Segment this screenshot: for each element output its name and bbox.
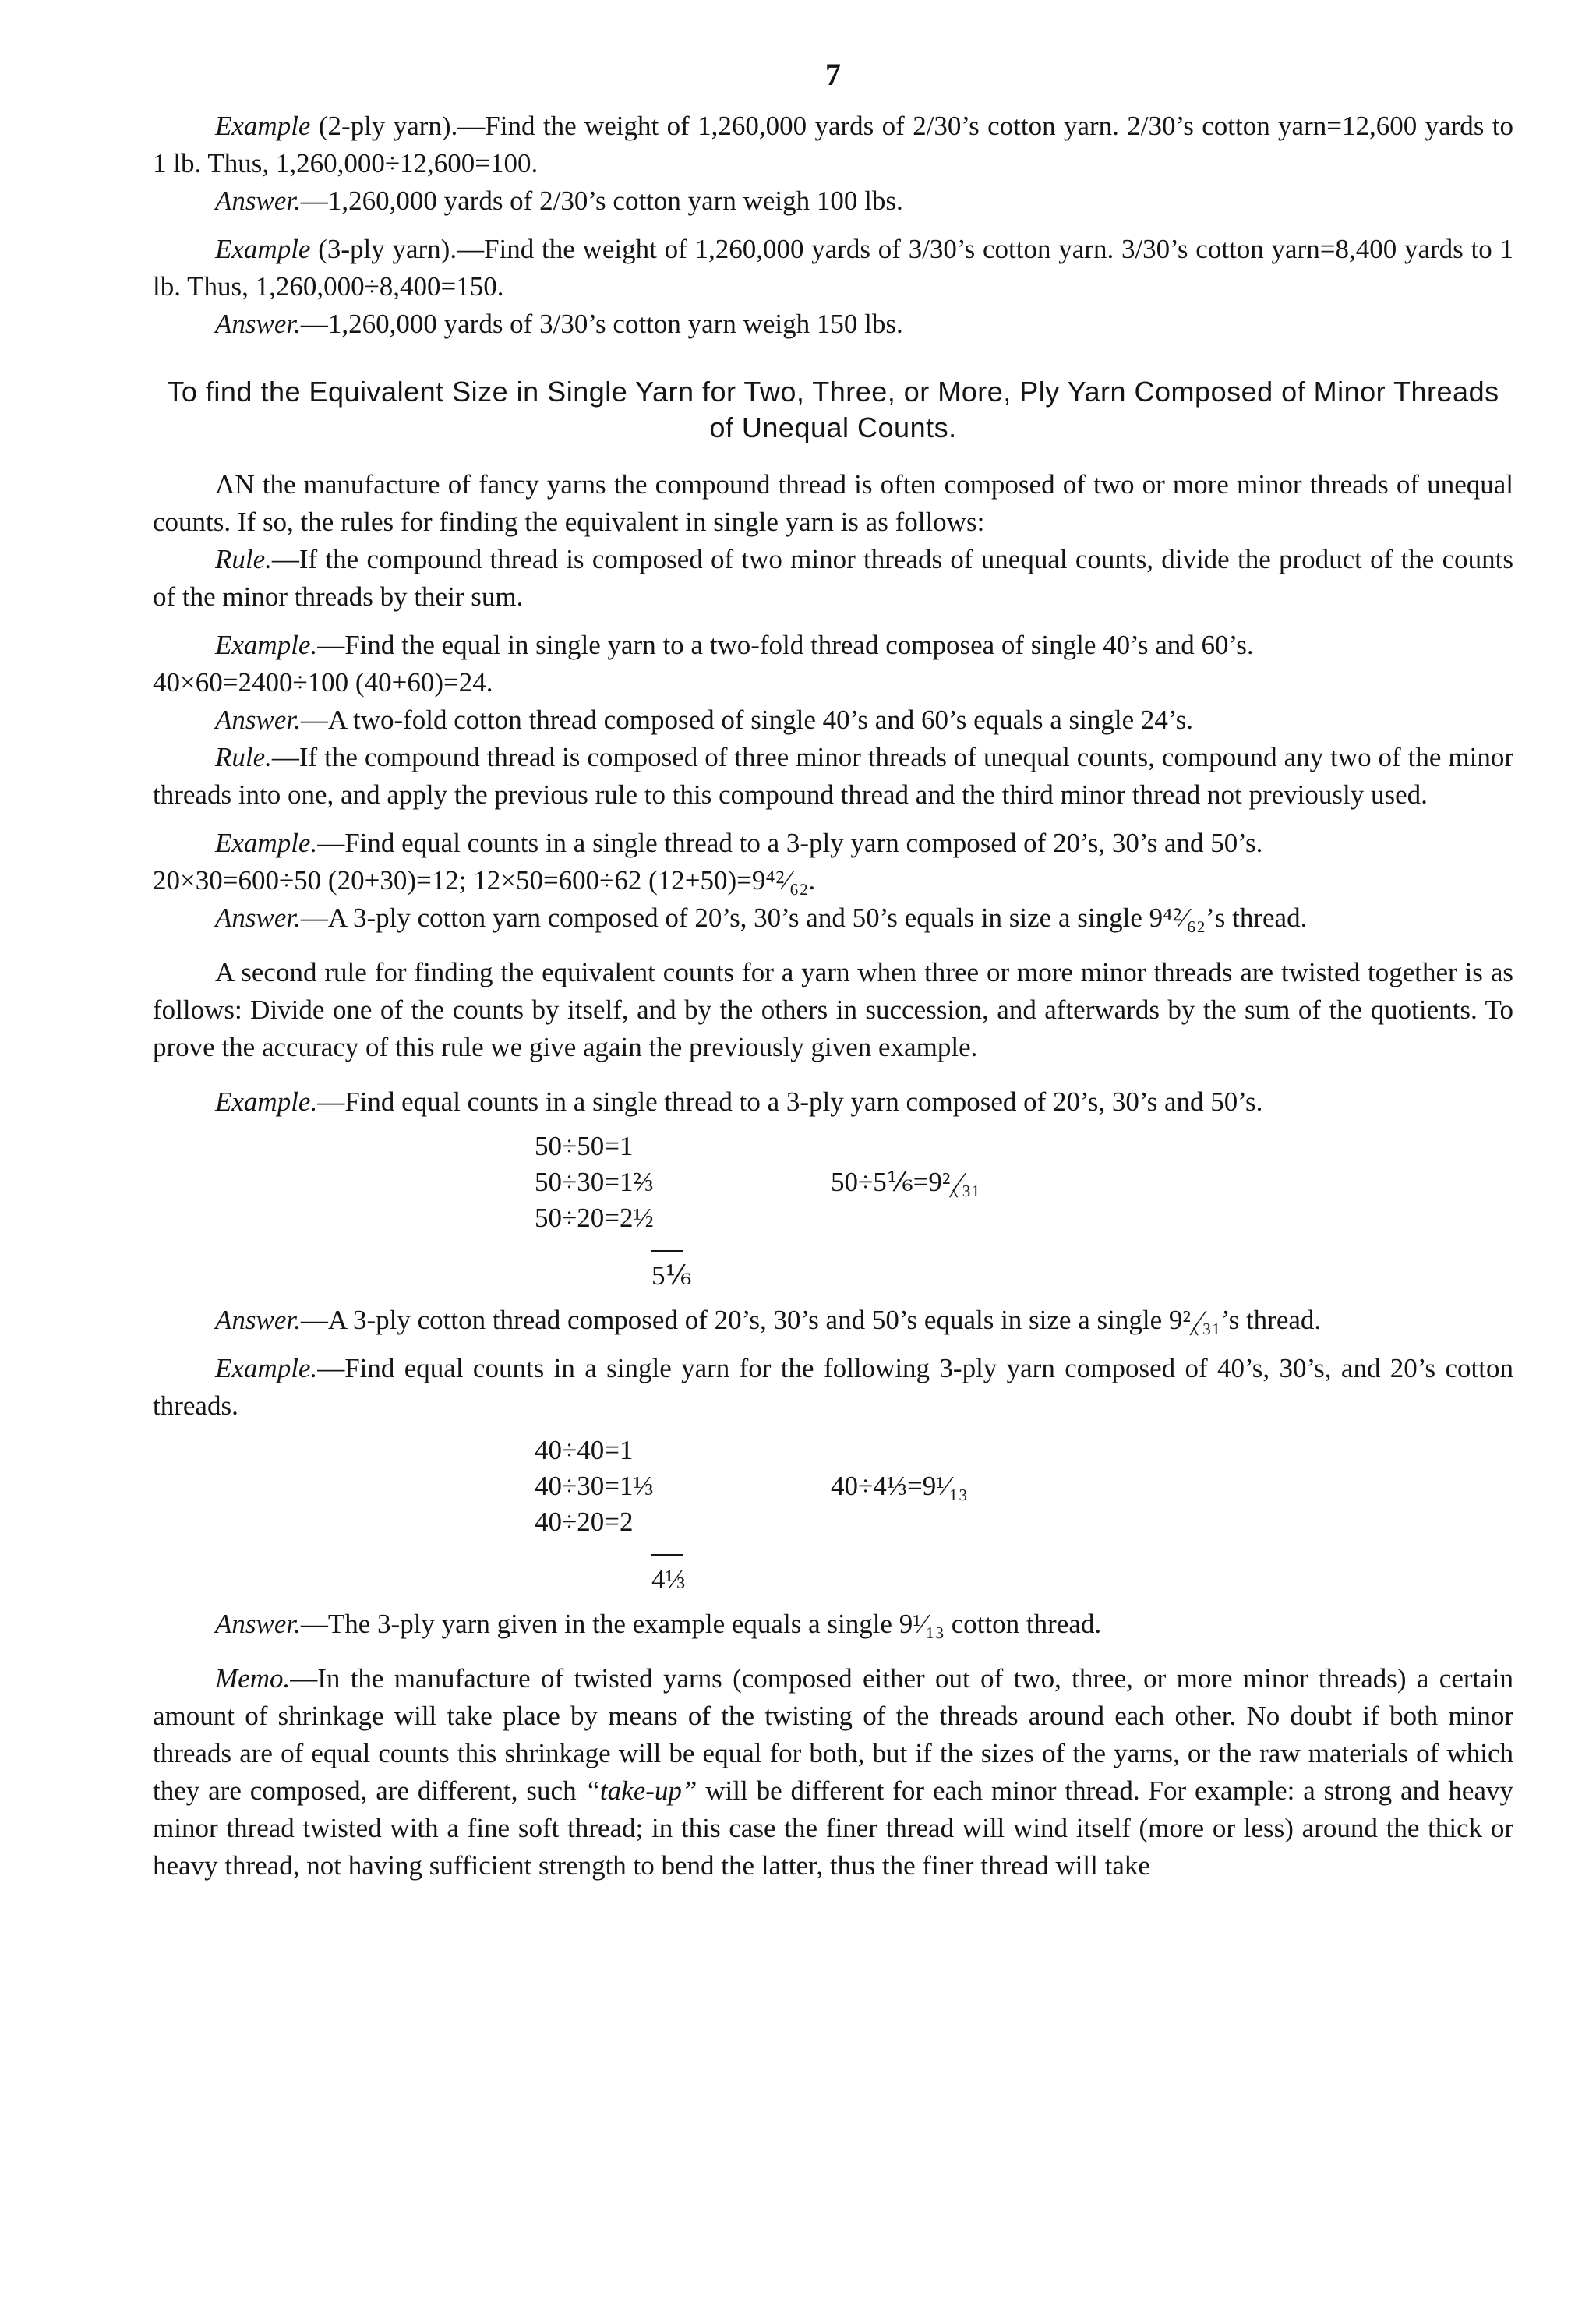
rule-two-threads — [153, 541, 1513, 616]
example-label: Example. — [215, 1086, 318, 1117]
memo-text-continued: will be different for each minor thread. For example: a strong and heavy minor thread twisted with a fine soft thread; in this case the finer thread will wind itself (more or less) around the thick or heavy thread, not having sufficient strength to bend the latter, thus the finer thread will take — [153, 1775, 1513, 1881]
example-label: Example — [215, 234, 311, 264]
sum-rule — [651, 1250, 683, 1252]
answer-3ply-second — [153, 1302, 1513, 1339]
sum-rule — [651, 1554, 683, 1556]
answer-label: Answer. — [215, 1609, 301, 1639]
document-page — [153, 56, 1513, 1885]
memo-paragraph — [153, 1660, 1513, 1885]
quotient-line: 50÷50=1 — [535, 1131, 634, 1161]
answer-3ply-first — [153, 899, 1513, 937]
example-3ply-third — [153, 1350, 1513, 1425]
answer-label: Answer. — [215, 309, 301, 339]
example-text: —Find equal counts in a single thread to a 3-ply yarn composed of 20’s, 30’s and 50’s. — [317, 828, 1263, 858]
quotient-line: 40÷30=1⅓ — [535, 1471, 654, 1501]
quotient-sum: 4⅓ — [651, 1564, 686, 1595]
second-rule-paragraph: A second rule for finding the equivalent counts for a yarn when three or more minor threads are twisted together is as follows: Divide one of the counts by itself, and by the others in succession, and afterwards by the sum of the quotients. To prove the accuracy of this rule we give again the previously given example. — [153, 957, 1513, 1062]
intro-paragraph: ɅN the manufacture of fancy yarns the compound thread is often composed of two or more minor threads of unequal counts. If so, the rules for finding the equivalent in single yarn is as follows: — [153, 469, 1513, 537]
example-label: Example — [215, 111, 311, 141]
answer-text: —The 3-ply yarn given in the example equals a single 9¹⁄₁₃ cotton thread. — [300, 1609, 1102, 1639]
rule-text: —If the compound thread is composed of three minor threads of unequal counts, compound any two of the minor threads into one, and apply the previous rule to this compound thread and the third minor thread not previously used. — [153, 742, 1513, 810]
example-text: (3-ply yarn).—Find the weight of 1,260,000 yards of 3/30’s cotton yarn. 3/30’s cotton yarn=8,400 yards to 1 lb. Thus, 1,260,000÷8,400=150. — [153, 234, 1513, 302]
answer-text: —A two-fold cotton thread composed of single 40’s and 60’s equals a single 24’s. — [300, 705, 1193, 735]
example-text: —Find equal counts in a single thread to a 3-ply yarn composed of 20’s, 30’s and 50’s. — [317, 1086, 1263, 1117]
example-label: Example. — [215, 828, 318, 858]
example-label: Example. — [215, 1353, 318, 1383]
quotient-table-2 — [153, 1433, 1513, 1598]
example-3ply-second — [153, 1083, 1513, 1121]
answer-text: —1,260,000 yards of 3/30’s cotton yarn weigh 150 lbs. — [300, 309, 903, 339]
example-label: Example. — [215, 630, 318, 660]
answer-label: Answer. — [215, 705, 301, 735]
example-two-fold — [153, 627, 1513, 664]
rule-text: —If the compound thread is composed of two minor threads of unequal counts, divide the product of the counts of the minor threads by their sum. — [153, 544, 1513, 612]
example-3ply — [153, 231, 1513, 306]
rule-three-threads — [153, 739, 1513, 814]
section-heading: To find the Equivalent Size in Single Yarn for Two, Three, or More, Ply Yarn Composed of Minor Threads of Unequal Counts. — [167, 376, 1499, 443]
example-text: —Find equal counts in a single yarn for the following 3-ply yarn composed of 40’s, 30’s, and 20’s cotton threads. — [153, 1353, 1513, 1421]
final-division: 40÷4⅓=9¹⁄₁₃ — [831, 1471, 968, 1501]
quotient-sum: 5⅙ — [651, 1260, 692, 1291]
quotient-line: 40÷40=1 — [535, 1435, 634, 1465]
example-2ply — [153, 108, 1513, 182]
answer-3ply-third — [153, 1606, 1513, 1643]
page-number: 7 — [825, 57, 841, 92]
answer-label: Answer. — [215, 903, 301, 933]
rule-label: Rule. — [215, 544, 272, 574]
quotient-column — [535, 1433, 753, 1598]
quotient-table-1 — [153, 1129, 1513, 1294]
quotient-line: 50÷20=2½ — [535, 1203, 654, 1233]
example-text: —Find the equal in single yarn to a two-fold thread composea of single 40’s and 60’s. — [317, 630, 1254, 660]
final-division: 50÷5⅙=9²⁁⁄₃₁ — [831, 1167, 981, 1197]
answer-2ply — [153, 182, 1513, 220]
answer-label: Answer. — [215, 1305, 301, 1335]
example-3ply-first — [153, 825, 1513, 862]
quotient-column — [535, 1129, 753, 1294]
memo-text: —In the manufacture of twisted yarns (composed either out of two, three, or more minor threads) a certain amount of shrinkage will take place by means of the twisting of the threads around each other. No doubt if both minor threads are of equal counts this shrinkage will be equal for both, but if the sizes of the yarns, or the raw materials of which they are composed, are different, such — [153, 1663, 1513, 1806]
rule-label: Rule. — [215, 742, 272, 772]
answer-text: —A 3-ply cotton yarn composed of 20’s, 30’s and 50’s equals in size a single 9⁴⁲⁄₆₂’s thread. — [300, 903, 1308, 933]
answer-3ply — [153, 306, 1513, 343]
answer-label: Answer. — [215, 185, 301, 216]
quotient-line: 40÷20=2 — [535, 1507, 634, 1537]
answer-text: —A 3-ply cotton thread composed of 20’s, 30’s and 50’s equals in size a single 9²⁁⁄₃₁’s thread. — [300, 1305, 1322, 1335]
answer-text: —1,260,000 yards of 2/30’s cotton yarn weigh 100 lbs. — [300, 185, 903, 216]
calculation-two-fold: 40×60=2400÷100 (40+60)=24. — [153, 667, 493, 698]
quotient-line: 50÷30=1⅔ — [535, 1167, 654, 1197]
take-up-term: “take-up” — [584, 1775, 697, 1806]
answer-two-fold — [153, 701, 1513, 739]
calculation-3ply-first: 20×30=600÷50 (20+30)=12; 12×50=600÷62 (12+50)=9⁴⁲⁄₆₂. — [153, 865, 816, 896]
memo-label: Memo. — [215, 1663, 291, 1694]
example-text: (2-ply yarn).—Find the weight of 1,260,000 yards of 2/30’s cotton yarn. 2/30’s cotton yarn=12,600 yards to 1 lb. Thus, 1,260,000÷12,600=100. — [153, 111, 1513, 178]
